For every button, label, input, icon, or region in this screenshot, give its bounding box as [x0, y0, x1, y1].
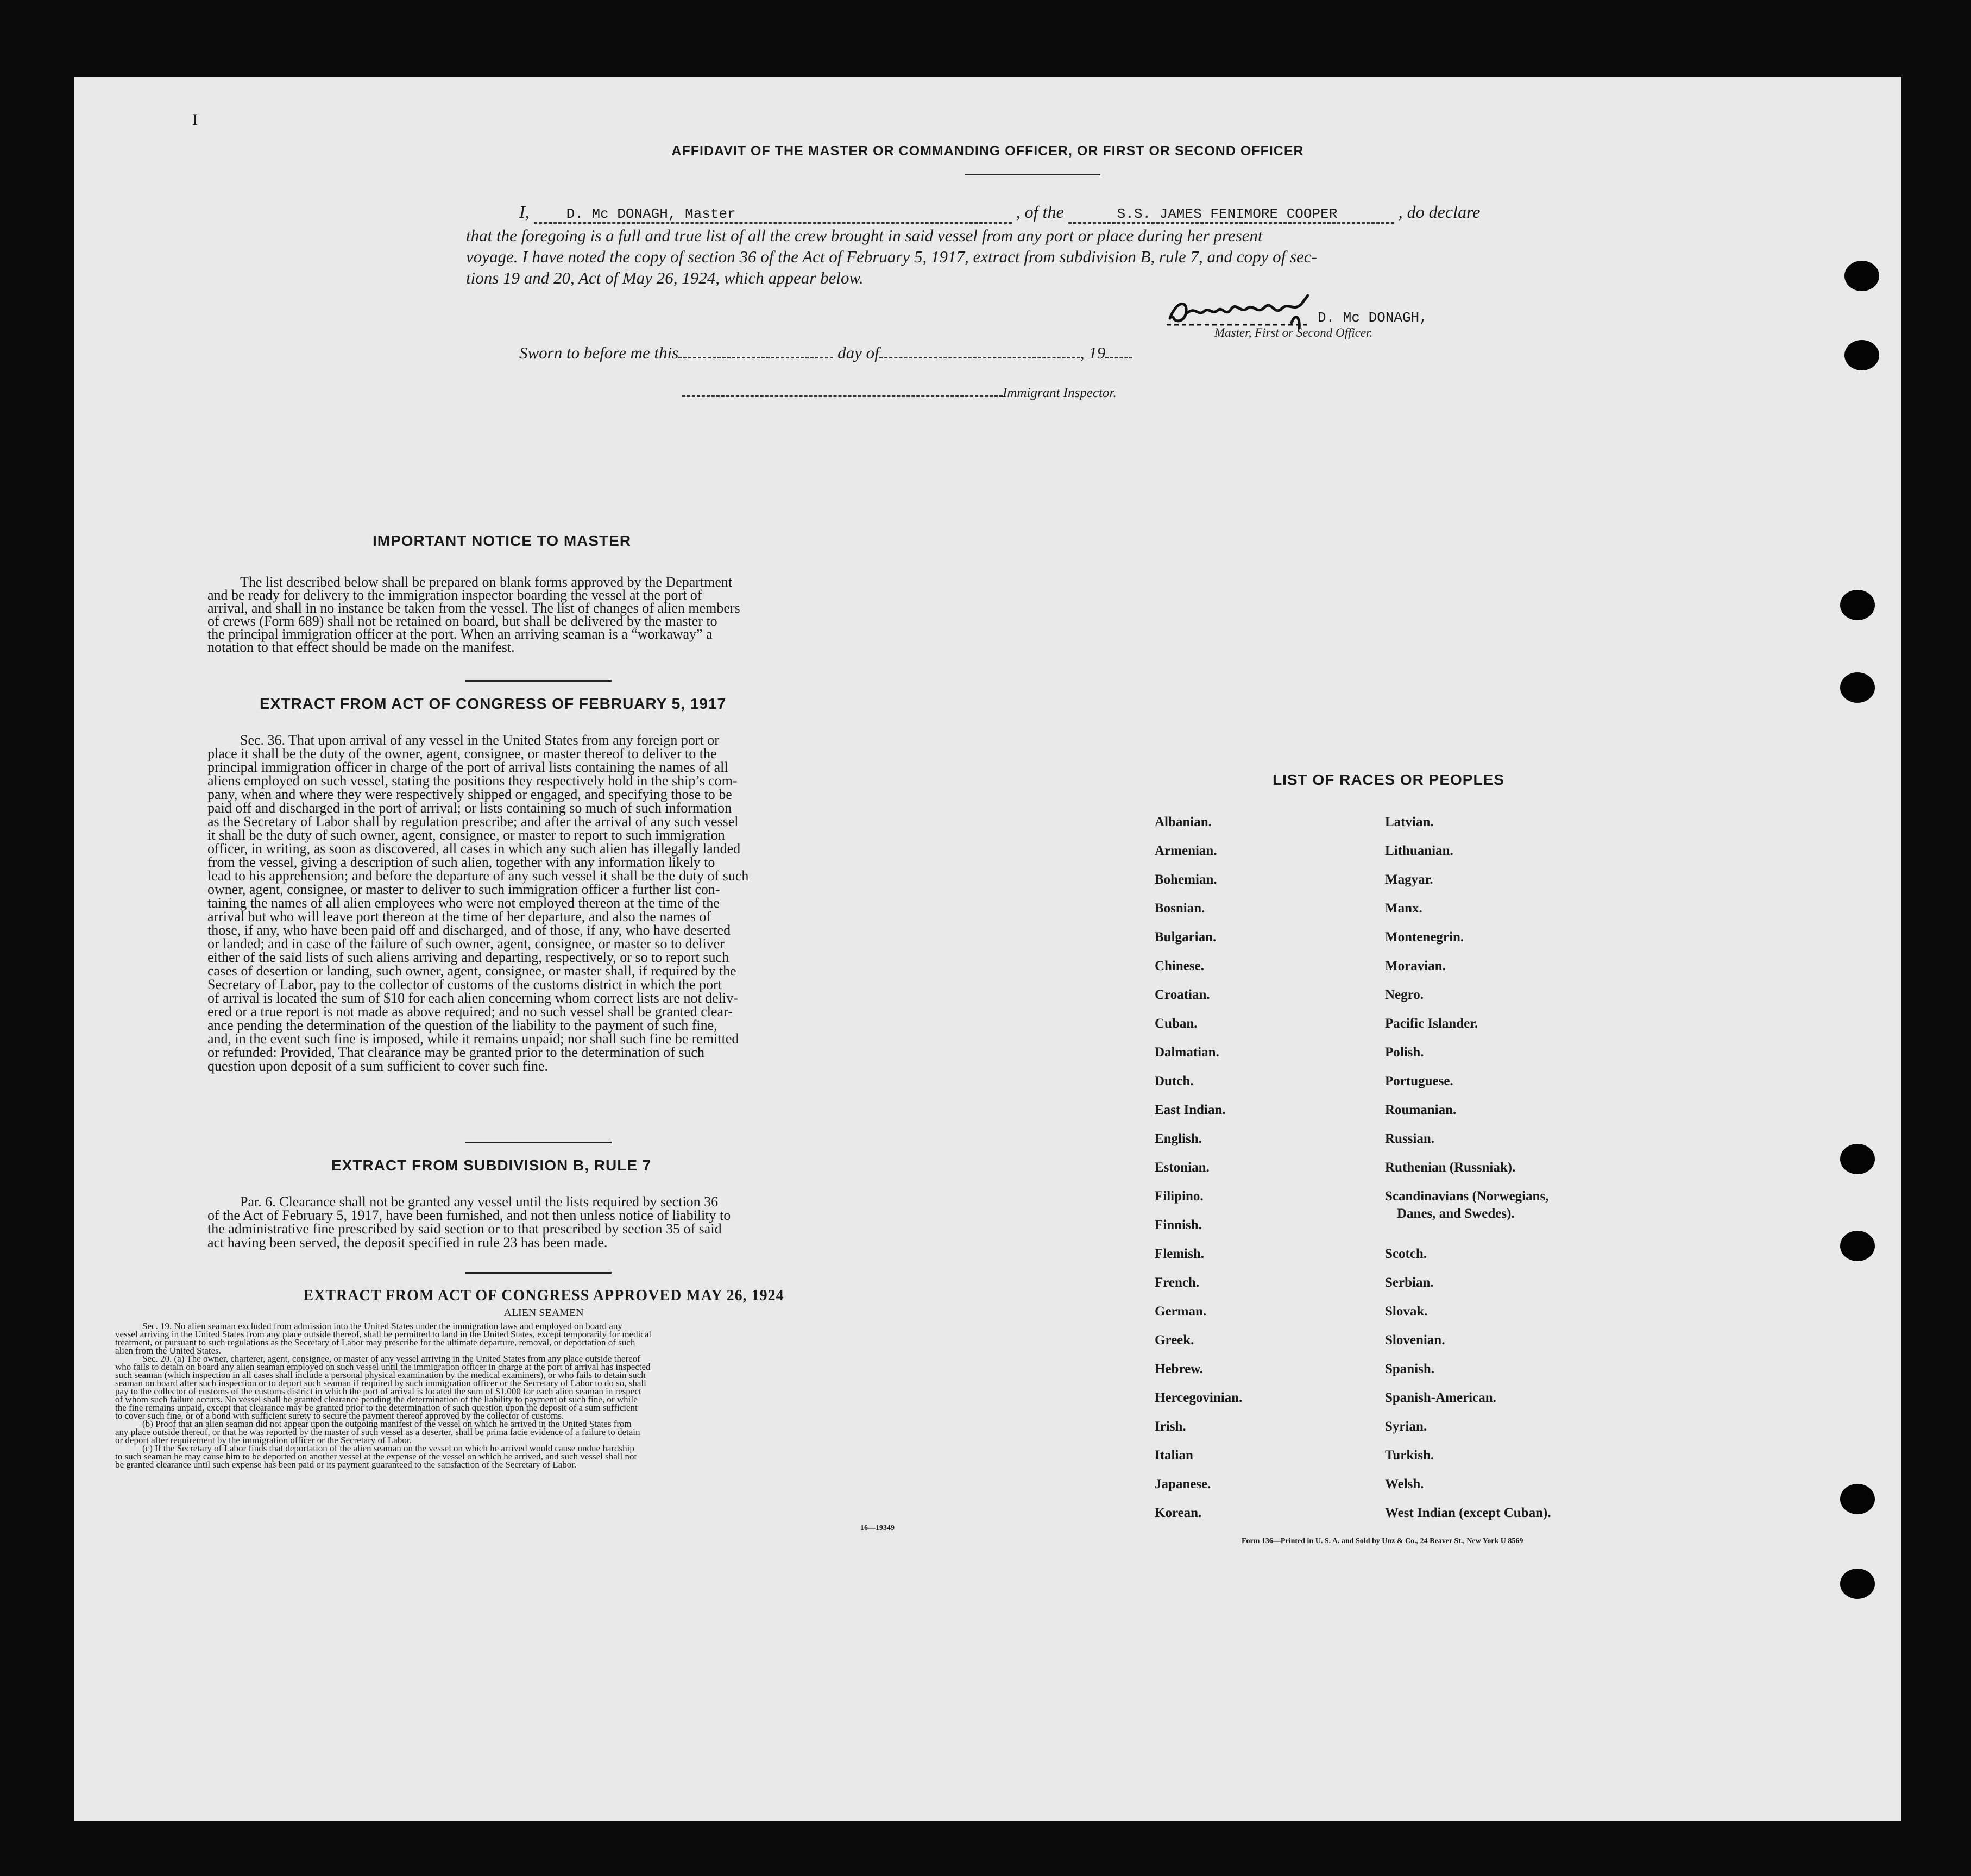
race-item: Filipino.: [1155, 1189, 1204, 1204]
sworn-line: [519, 343, 1132, 363]
punch-hole: [1840, 1144, 1875, 1174]
document-page: [74, 77, 1901, 1821]
inspector-caption: Immigrant Inspector.: [1003, 386, 1117, 400]
extract-1924-subtitle: ALIEN SEAMEN: [503, 1307, 584, 1319]
day-of-label: day of: [837, 343, 879, 362]
extract-1917-line: officer, in writing, as soon as discovered, all cases in which any such alien has illegally landed: [207, 841, 741, 857]
extract-1924-body: [115, 1322, 984, 1469]
notice-line: notation to that effect should be made on the manifest.: [207, 639, 515, 655]
extract-1924-line: to such seaman he may cause him to be deported on another vessel at the expense of the vessel on which he arrived, and such vessel shall not: [115, 1451, 637, 1462]
race-item: Irish.: [1155, 1419, 1186, 1434]
extract-1917-line: it shall be the duty of such owner, agent, consignee, or master to report to such immigration: [207, 827, 725, 843]
race-item: Scotch.: [1385, 1247, 1427, 1261]
affidavit-title: AFFIDAVIT OF THE MASTER OR COMMANDING OFFICER, OR FIRST OR SECOND OFFICER: [671, 143, 1304, 159]
extract-1917-line: owner, agent, consignee, or master to deliver to such immigration officer a further list con-: [207, 882, 720, 897]
race-item: Italian: [1155, 1448, 1193, 1463]
race-item: Pacific Islander.: [1385, 1016, 1478, 1031]
extract-1917-line: question upon deposit of a sum sufficient to cover such fine.: [207, 1058, 549, 1074]
extract-1917-line: pany, when and where they were respectively shipped or engaged, and specifying those to be: [207, 786, 732, 802]
section-divider: [465, 680, 612, 682]
i-label: I,: [519, 202, 530, 222]
extract-1917-line: aliens employed on such vessel, stating the positions they respectively hold in the ship’s com-: [207, 773, 738, 789]
signature-caption: Master, First or Second Officer.: [1214, 326, 1373, 339]
extract-1917-line: from the vessel, giving a description of such alien, together with any information likely to: [207, 854, 715, 870]
race-item: Bosnian.: [1155, 901, 1205, 916]
inspector-line: [682, 386, 1231, 401]
sworn-month-blank: [879, 357, 1080, 358]
extract-1917-line: and, in the event such fine is imposed, while it remains unpaid; nor shall such fine be remitted: [207, 1031, 739, 1047]
extract-1917-title: EXTRACT FROM ACT OF CONGRESS OF FEBRUARY 5, 1917: [260, 695, 727, 712]
extract-1924-line: vessel arriving in the United States from any place outside thereof, shall be permitted to land in the United States, except temporarily for medical: [115, 1329, 652, 1339]
punch-hole: [1844, 261, 1879, 291]
extract-1924-line: such seaman (which inspection in all cases shall include a personal physical examination by the medical examiners), or who fails to detain such: [115, 1370, 646, 1380]
punch-hole: [1840, 590, 1875, 620]
race-item: Greek.: [1155, 1333, 1194, 1348]
extract-1924-line: Sec. 20. (a) The owner, charterer, agent, consignee, or master of any vessel arriving in the United States from any place outside thereof: [142, 1354, 640, 1364]
race-item: Finnish.: [1155, 1218, 1202, 1232]
extract-1917-line: Secretary of Labor, pay to the collector of customs of the customs district in which the port: [207, 977, 722, 992]
extract-1917-line: or landed; and in case of the failure of such owner, agent, consignee, or master so to deliver: [207, 936, 725, 952]
of-the-label: , of the: [1016, 202, 1064, 222]
races-left-column: [1155, 815, 1350, 1534]
notice-line: of crews (Form 689) shall not be retained on board, but shall be delivered by the master to: [207, 613, 717, 629]
race-item: Turkish.: [1385, 1448, 1434, 1463]
extract-1924-line: to cover such fine, or of a bond with sufficient surety to secure the payment thereof approved by the collector of customs.: [115, 1411, 564, 1421]
section-divider: [465, 1272, 612, 1274]
extract-1917-line: cases of desertion or landing, such owner, agent, consignee, or master shall, if required by the: [207, 963, 736, 979]
punch-hole: [1844, 340, 1879, 370]
race-item: Japanese.: [1155, 1477, 1211, 1491]
race-item: Croatian.: [1155, 987, 1210, 1002]
extract-1924-line: (c) If the Secretary of Labor finds that deportation of the alien seaman on the vessel on which he arrived would cause undue hardship: [142, 1443, 634, 1453]
extract-1917-line: ance pending the determination of the question of the liability to the payment of such fine,: [207, 1017, 717, 1033]
affidavit-body-line: tions 19 and 20, Act of May 26, 1924, which appear below.: [466, 268, 864, 287]
inspector-signature-blank: [682, 395, 1003, 397]
race-item: Flemish.: [1155, 1247, 1204, 1261]
affidavit-body-line: that the foregoing is a full and true list of all the crew brought in said vessel from any port or place during her present: [466, 226, 1263, 245]
race-item: Serbian.: [1385, 1275, 1434, 1290]
notice-title: IMPORTANT NOTICE TO MASTER: [373, 532, 632, 549]
extract-1924-title: EXTRACT FROM ACT OF CONGRESS APPROVED MAY 26, 1924: [303, 1287, 784, 1304]
extract-1924-line: Sec. 19. No alien seaman excluded from admission into the United States under the immigration laws and employed on board any: [142, 1321, 622, 1331]
rule7-body: [207, 1195, 902, 1249]
race-item: Slovak.: [1385, 1304, 1428, 1319]
extract-1924-line: of whom such failure occurs. No vessel shall be granted clearance pending the determination of the liability to payment of such fine, or while: [115, 1394, 638, 1405]
extract-1917-line: as the Secretary of Labor shall by regulation prescribe; and after the arrival of any such vessel: [207, 814, 739, 829]
do-declare-label: , do declare: [1398, 202, 1481, 222]
rule7-line: the administrative fine prescribed by said section or to that prescribed by section 35 of said: [207, 1221, 722, 1237]
sworn-day-blank: [678, 357, 833, 358]
affidavit-body-line: voyage. I have noted the copy of section 36 of the Act of February 5, 1917, extract from subdivision B, rule 7, and copy of sec-: [466, 247, 1317, 266]
race-item: Welsh.: [1385, 1477, 1424, 1491]
race-item: Chinese.: [1155, 959, 1204, 973]
extract-1924-line: who fails to detain on board any alien seaman employed on such vessel until the immigration officer in charge at the port of arrival has inspected: [115, 1362, 651, 1372]
race-item: Roumanian.: [1385, 1103, 1457, 1117]
notice-line: the principal immigration officer at the port. When an arriving seaman is a “workaway” a: [207, 626, 713, 642]
signature-name: D. Mc DONAGH,: [1318, 310, 1428, 326]
extract-1917-line: those, if any, who have been paid off and discharged, and of those, if any, who have deserted: [207, 922, 731, 938]
extract-1924-line: pay to the collector of customs of the customs district in which the port of arrival is located the sum of $1,000 for each alien seaman in respect: [115, 1386, 641, 1396]
corner-mark: I: [192, 111, 198, 129]
race-item: Estonian.: [1155, 1160, 1210, 1175]
punch-hole: [1840, 672, 1875, 703]
master-name-field: D. Mc DONAGH, Master: [534, 206, 1012, 224]
race-item: Russian.: [1385, 1131, 1435, 1146]
sworn-year-blank: [1105, 357, 1132, 358]
extract-1924-line: (b) Proof that an alien seaman did not appear upon the outgoing manifest of the vessel on which he arrived in the United States from: [142, 1419, 632, 1429]
extract-1924-line: seaman on board after such inspection or to deport such seaman if required by such immigration officer or the Secretary of Labor to do so, shall: [115, 1378, 646, 1388]
extract-1917-line: place it shall be the duty of the owner, agent, consignee, or master thereof to deliver to the: [207, 746, 717, 761]
affidavit-body: [466, 225, 1564, 288]
races-right-column: [1385, 815, 1667, 1534]
race-item: Bohemian.: [1155, 872, 1217, 887]
race-item: West Indian (except Cuban).: [1385, 1506, 1551, 1520]
extract-1917-line: arrival but who will leave port thereon at the time of her departure, and also the names of: [207, 909, 711, 924]
sworn-label: Sworn to before me this: [519, 343, 679, 362]
punch-hole: [1840, 1484, 1875, 1514]
rule7-line: Par. 6. Clearance shall not be granted any vessel until the lists required by section 36: [240, 1194, 719, 1210]
extract-1917-body: [207, 733, 902, 1073]
extract-1917-line: principal immigration officer in charge of the port of arrival lists containing the names of all: [207, 759, 728, 775]
race-item: French.: [1155, 1275, 1200, 1290]
race-item: Dalmatian.: [1155, 1045, 1219, 1060]
affidavit-declaration-line: [519, 202, 1567, 224]
extract-1924-line: be granted clearance until such expense has been paid or its payment guaranteed to the satisfaction of the Secretary of Labor.: [115, 1459, 577, 1470]
race-item: Spanish.: [1385, 1362, 1435, 1376]
punch-hole: [1840, 1231, 1875, 1261]
rule7-title: EXTRACT FROM SUBDIVISION B, RULE 7: [331, 1157, 652, 1174]
notice-line: The list described below shall be prepared on blank forms approved by the Department: [240, 574, 733, 590]
extract-1917-line: either of the said lists of such aliens arriving and departing, respectively, or so to report such: [207, 949, 729, 965]
extract-1917-line: taining the names of all alien employees who were not employed thereon at the time of the: [207, 895, 720, 911]
race-item: Armenian.: [1155, 843, 1217, 858]
notice-body: [207, 576, 902, 654]
race-item: Syrian.: [1385, 1419, 1427, 1434]
extract-1917-line: Sec. 36. That upon arrival of any vessel in the United States from any foreign port or: [240, 732, 719, 748]
extract-1924-line: alien from the United States.: [115, 1345, 221, 1356]
extract-1917-line: ered or a true report is not made as above required; and no such vessel shall be granted clear-: [207, 1004, 733, 1019]
race-item: Negro.: [1385, 987, 1424, 1002]
race-item: East Indian.: [1155, 1103, 1226, 1117]
race-item: Scandinavians (Norwegians,: [1385, 1189, 1549, 1204]
race-item: Portuguese.: [1385, 1074, 1453, 1088]
print-code: 16—19349: [860, 1524, 895, 1532]
race-item: Magyar.: [1385, 872, 1433, 887]
race-item: Cuban.: [1155, 1016, 1198, 1031]
races-title: LIST OF RACES OR PEOPLES: [1273, 771, 1504, 788]
vessel-name-field: S.S. JAMES FENIMORE COOPER: [1068, 206, 1394, 224]
extract-1924-line: treatment, or pursuant to such regulations as the Secretary of Labor may prescribe for the ultimate departure, removal, or deportation of such: [115, 1337, 635, 1348]
race-item: German.: [1155, 1304, 1207, 1319]
race-item: Hercegovinian.: [1155, 1390, 1243, 1405]
extract-1924-line: the fine remains unpaid, except that clearance may be granted prior to the determination of such question upon the deposit of a sum sufficient: [115, 1402, 638, 1413]
title-divider: [965, 174, 1100, 175]
race-item: Spanish-American.: [1385, 1390, 1496, 1405]
rule7-line: act having been served, the deposit specified in rule 23 has been made.: [207, 1235, 608, 1250]
race-item: Dutch.: [1155, 1074, 1194, 1088]
punch-hole: [1840, 1569, 1875, 1599]
race-item: Lithuanian.: [1385, 843, 1453, 858]
extract-1917-line: of arrival is located the sum of $10 for each alien concerning whom correct lists are not deliv-: [207, 990, 738, 1006]
race-item: Latvian.: [1385, 815, 1434, 829]
race-item: Montenegrin.: [1385, 930, 1464, 945]
notice-line: arrival, and shall in no instance be taken from the vessel. The list of changes of alien members: [207, 600, 740, 616]
race-item: Manx.: [1385, 901, 1422, 916]
extract-1924-line: any place outside thereof, or that he was reported by the master of such vessel as a deserter, shall be prima facie evidence of a failure to detain: [115, 1427, 640, 1437]
year-label: , 19: [1080, 343, 1106, 362]
section-divider: [465, 1142, 612, 1143]
extract-1924-line: or deport after requirement by the immigration officer or the Secretary of Labor.: [115, 1435, 412, 1445]
notice-line: and be ready for delivery to the immigration inspector boarding the vessel at the port of: [207, 587, 702, 603]
race-item: Polish.: [1385, 1045, 1424, 1060]
race-item: Bulgarian.: [1155, 930, 1217, 945]
race-item: Danes, and Swedes).: [1397, 1206, 1515, 1221]
race-item: Moravian.: [1385, 959, 1446, 973]
race-item: English.: [1155, 1131, 1202, 1146]
extract-1917-line: paid off and discharged in the port of arrival; or lists containing so much of such information: [207, 800, 732, 816]
race-item: Korean.: [1155, 1506, 1202, 1520]
extract-1917-line: lead to his apprehension; and before the departure of any such vessel it shall be the duty of such: [207, 868, 749, 884]
race-item: Hebrew.: [1155, 1362, 1204, 1376]
race-item: Slovenian.: [1385, 1333, 1445, 1348]
race-item: Albanian.: [1155, 815, 1212, 829]
form-footer: Form 136—Printed in U. S. A. and Sold by Unz & Co., 24 Beaver St., New York U 8569: [1242, 1537, 1523, 1545]
extract-1917-line: or refunded: Provided, That clearance may be granted prior to the determination of such: [207, 1044, 704, 1060]
rule7-line: of the Act of February 5, 1917, have been furnished, and not then unless notice of liability to: [207, 1207, 731, 1223]
race-item: Ruthenian (Russniak).: [1385, 1160, 1516, 1175]
